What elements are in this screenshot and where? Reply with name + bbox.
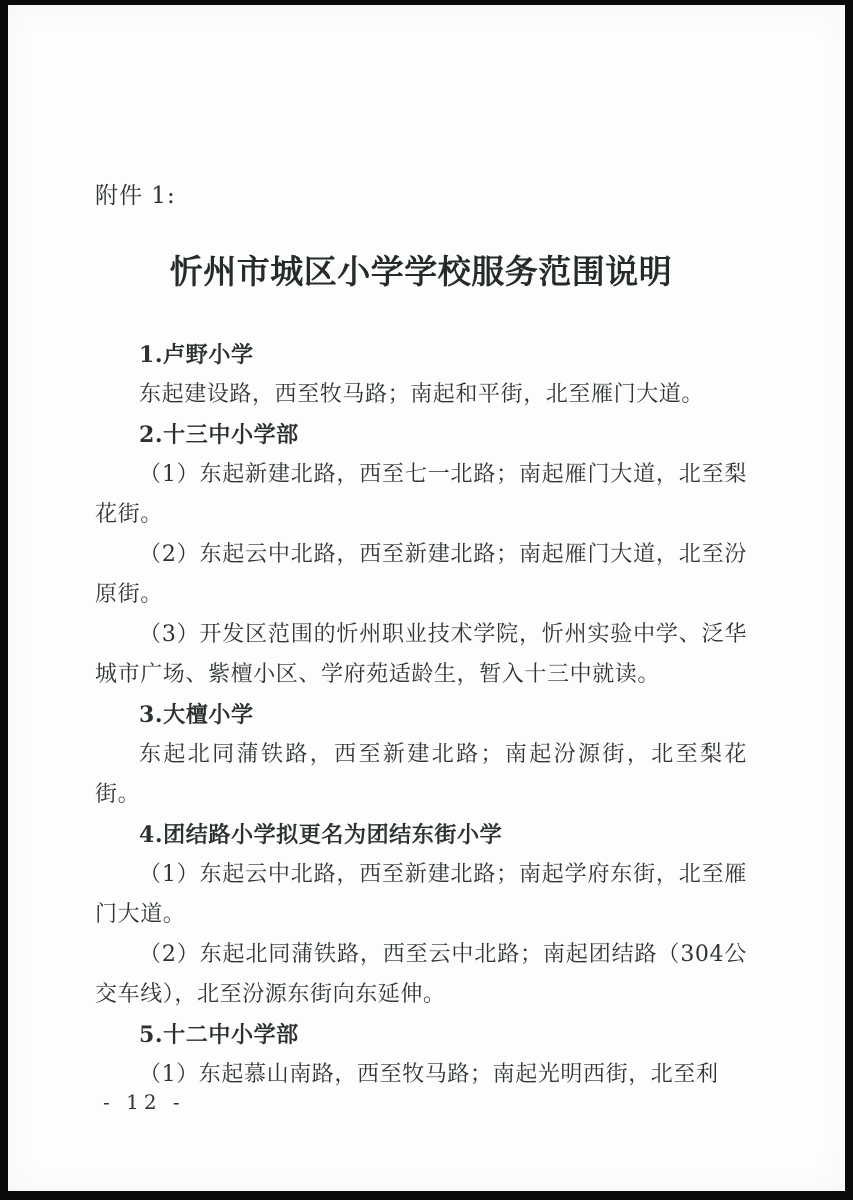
document-title: 忻州市城区小学学校服务范围说明 xyxy=(169,252,673,291)
section-heading: 1.卢野小学 xyxy=(139,342,254,368)
paragraph: （1）东起云中北路，西至新建北路；南起学府东街，北至雁门大道。 xyxy=(95,862,747,927)
section-luye xyxy=(95,335,747,415)
paragraph: 东起北同蒲铁路，西至新建北路；南起汾源街，北至梨花街。 xyxy=(95,742,747,807)
section-tuanjie-road xyxy=(95,815,747,1015)
attachment-label: 附件 1: xyxy=(95,183,176,209)
paragraph: 东起建设路，西至牧马路；南起和平街，北至雁门大道。 xyxy=(139,382,705,407)
section-datan xyxy=(95,695,747,815)
page-number: - 12 - xyxy=(103,1090,185,1114)
section-heading: 3.大檀小学 xyxy=(139,702,254,728)
paragraph: （1）东起新建北路，西至七一北路；南起雁门大道，北至梨花街。 xyxy=(95,462,747,527)
paragraph: （2）东起云中北路，西至新建北路；南起雁门大道，北至汾原街。 xyxy=(95,542,747,607)
section-heading: 5.十二中小学部 xyxy=(139,1022,299,1048)
section-no12-middle-primary xyxy=(95,1015,747,1095)
document-page xyxy=(8,5,845,1191)
section-no13-middle-primary xyxy=(95,415,747,695)
paragraph: （3）开发区范围的忻州职业技术学院，忻州实验中学、泛华城市广场、紫檀小区、学府苑适龄生，暂入十三中就读。 xyxy=(95,622,747,687)
paragraph: （1）东起慕山南路，西至牧马路；南起光明西街，北至利 xyxy=(139,1062,719,1087)
section-heading: 2.十三中小学部 xyxy=(139,422,299,448)
paragraph: （2）东起北同蒲铁路，西至云中北路；南起团结路（304公交车线），北至汾源东街向东延伸。 xyxy=(95,942,747,1007)
section-heading: 4.团结路小学拟更名为团结东街小学 xyxy=(139,822,503,848)
document-body xyxy=(95,335,747,1095)
